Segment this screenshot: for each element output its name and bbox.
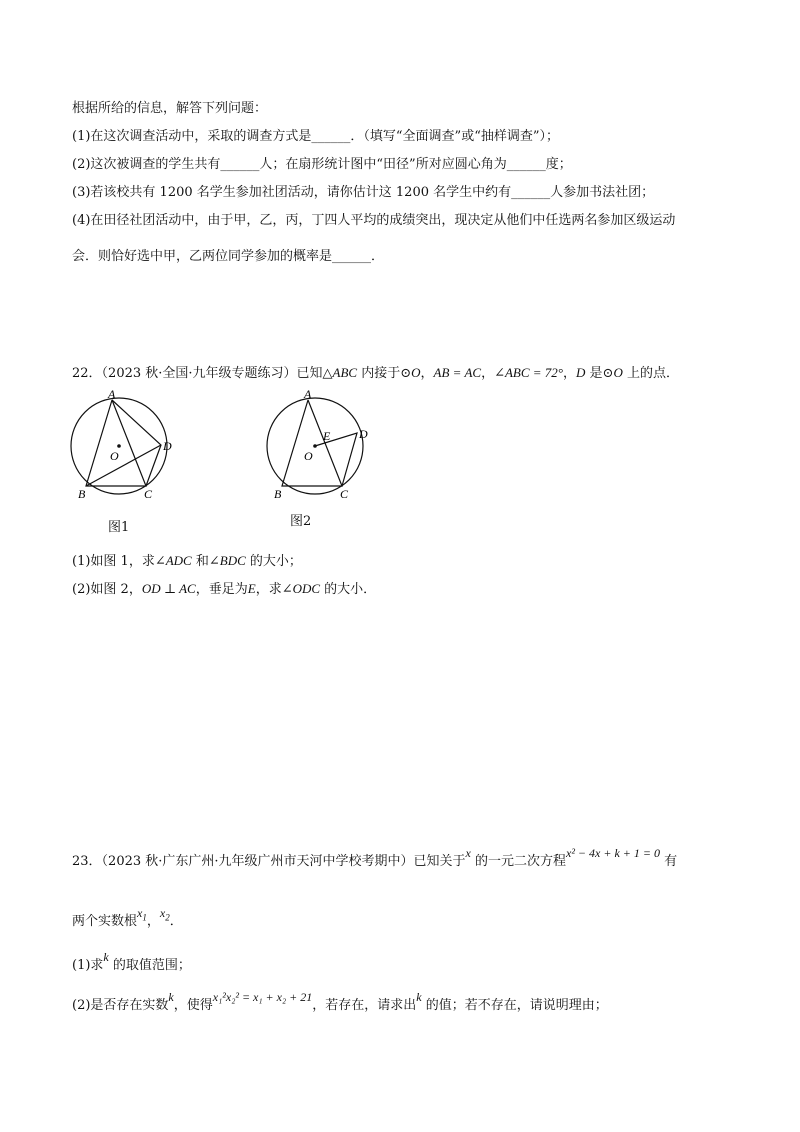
q23-root-x2: [159, 906, 170, 923]
q21-intro: 根据所给的信息，解答下列问题：: [72, 101, 268, 116]
q22-angle-adc: ∠ADC: [154, 553, 192, 568]
q23-var-k: k: [103, 950, 109, 964]
q22-sub2-text: (2)如图 2，: [72, 582, 142, 597]
q23-sub2-text: ，若存在，请求出: [312, 998, 417, 1013]
q23-head: 23．（2023 秋·广东广州·九年级广州市天河中学校考期中）已知关于: [72, 854, 466, 869]
fig2-label-e: E: [323, 429, 331, 443]
q23-text: 有: [659, 854, 678, 869]
q23-text: 两个实数根: [72, 914, 138, 929]
q22-sub1-text: 的大小；: [245, 554, 302, 569]
q22-text: ，: [563, 366, 577, 381]
q23-text: 的一元二次方程: [470, 854, 566, 869]
fig1-label-b: B: [78, 487, 86, 501]
q23-condition-eq: x₁²x₂² = x₁ + x₂ + 21: [212, 990, 313, 1004]
q22-sub1-text: 和: [191, 554, 209, 569]
q23-text: ．: [169, 914, 183, 929]
q23-x2-sub: 2: [165, 912, 170, 923]
q23-sub2: [72, 990, 608, 1015]
q23-root-x1: [137, 906, 147, 923]
q23-var-k3: k: [416, 990, 422, 1004]
q23-x2-base: x: [159, 906, 166, 920]
q23-sub2-text: 的值；若不存在，请说明理由；: [421, 998, 608, 1013]
q22-sub1-text: (1)如图 1，求: [72, 554, 155, 569]
q22-sub2-text: ，求: [255, 582, 282, 597]
q23-sub2-text: ，使得: [173, 998, 213, 1013]
q22-od-perp-ac: OD ⊥ AC: [141, 581, 196, 596]
q22-eq-ab-ac: AB = AC: [433, 365, 482, 380]
q22-angle-odc: ∠ODC: [281, 581, 321, 596]
q22-angle-bdc: ∠BDC: [208, 553, 246, 568]
q22-circle-o: ⊙O: [400, 365, 421, 380]
q22-point-e: E: [247, 581, 256, 596]
fig2-label-b: B: [274, 487, 282, 501]
q22-circle-o2: ⊙O: [602, 365, 623, 380]
q22-point-d: D: [576, 365, 586, 380]
q21-part2: (2)这次被调查的学生共有______人；在扇形统计图中“田径”所对应圆心角为______度；: [72, 157, 572, 172]
q21-part4-line1: (4)在田径社团活动中，由于甲，乙，丙，丁四人平均的成绩突出，现决定从他们中任选两名参加区级运动: [72, 213, 676, 228]
q23-var-k2: k: [168, 990, 174, 1004]
fig1-label-a: A: [108, 388, 116, 401]
q23-sub1: [72, 950, 191, 975]
q22-eq-angle: ∠ABC = 72°: [494, 365, 563, 380]
q23-var-x: x: [465, 846, 471, 860]
fig2-caption: 图2: [290, 514, 312, 529]
q22-text: 是: [585, 366, 603, 381]
q22-sub1: [72, 552, 302, 571]
q22-sub2-text: 的大小．: [320, 582, 377, 597]
q22-triangle: △ABC: [322, 365, 358, 380]
q23-sub2-text: (2)是否存在实数: [72, 998, 169, 1013]
q23-text: ，: [146, 914, 160, 929]
q23-sub1-text: 的取值范围；: [108, 958, 191, 973]
fig1-label-d: D: [163, 439, 172, 453]
figure-2: [260, 388, 380, 508]
fig2-label-d: D: [359, 427, 368, 441]
q23-equation: x² − 4x + k + 1 = 0: [566, 846, 660, 860]
q23-sub1-text: (1)求: [72, 958, 104, 973]
fig1-caption: 图1: [108, 520, 130, 535]
q23-x1-sub: 1: [142, 912, 147, 923]
q21-part1: (1)在这次调查活动中，采取的调查方式是______．（填写“全面调查”或“抽样调查”）；: [72, 129, 559, 144]
figure-1: [64, 388, 184, 508]
q22-stem: [72, 364, 679, 383]
q22-sub2-text: ，垂足为: [195, 582, 248, 597]
q21-part4-line2: 会．则恰好选中甲，乙两位同学参加的概率是______．: [72, 249, 385, 264]
fig2-label-a: A: [304, 388, 312, 401]
q22-sub2: [72, 580, 376, 599]
q22-text: ，: [481, 366, 495, 381]
q23-x1-base: x: [137, 906, 143, 920]
q22-text: ，: [420, 366, 434, 381]
q23-stem: [72, 846, 678, 871]
fig2-label-c: C: [340, 487, 349, 501]
fig2-label-o: O: [304, 449, 313, 463]
q22-text: 内接于: [357, 366, 401, 381]
q22-text: 上的点．: [622, 366, 679, 381]
fig1-label-o: O: [110, 449, 119, 463]
q23-line2: [72, 906, 183, 934]
q21-part3: (3)若该校共有 1200 名学生参加社团活动，请你估计这 1200 名学生中约有______人参加书法社团；: [72, 185, 655, 200]
q22-head: 22．（2023 秋·全国·九年级专题练习）已知: [72, 366, 323, 381]
fig1-label-c: C: [144, 487, 153, 501]
